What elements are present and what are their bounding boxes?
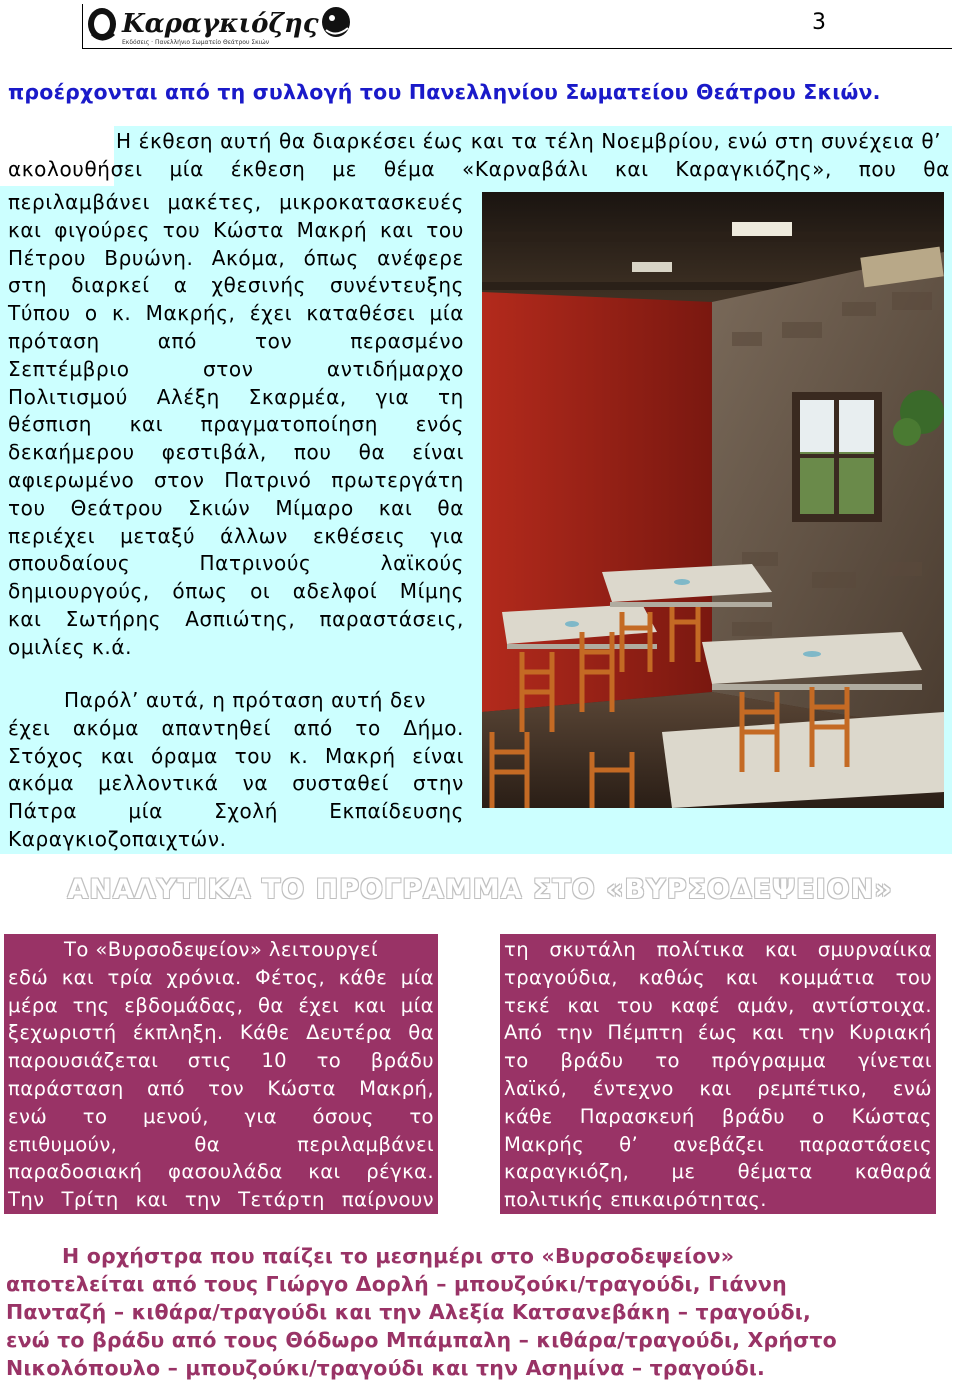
word: που — [858, 156, 897, 181]
word: καθώς — [638, 965, 705, 989]
word: Σχολή — [214, 799, 279, 824]
word: το — [409, 1104, 434, 1128]
word: γίνεται — [858, 1049, 932, 1073]
word: Κυριακή — [849, 1021, 932, 1045]
word: έχει — [298, 993, 340, 1017]
logo-title: Καραγκιόζης — [122, 9, 319, 39]
text-line: ενώ το βράδυ από τους Θόδωρο Μπάμπαλη – κιθάρα/τραγούδι, Χρήστο — [6, 1328, 837, 1352]
word: ο — [84, 301, 98, 326]
word: βράδυ — [721, 1104, 786, 1128]
word: σκυτάλη — [549, 938, 637, 961]
word: Πέτρου — [8, 245, 86, 270]
word: και — [725, 965, 759, 989]
word: είναι — [412, 743, 464, 768]
word: και — [751, 1021, 785, 1045]
word: χρόνια. — [166, 965, 242, 989]
text-line — [8, 411, 464, 439]
word: φεστιβάλ, — [161, 440, 267, 465]
word: στην — [412, 771, 464, 796]
page-number: 3 — [812, 10, 826, 35]
word: ακόμα — [72, 715, 139, 740]
word: αφιερωμένο — [8, 467, 135, 492]
text-line: Η έκθεση αυτή θα διαρκέσει έως και τα τέλη Νοεμβρίου, ενώ στη συνέχεια θ’ — [116, 129, 942, 153]
word: Δήμο. — [403, 715, 464, 740]
word: από — [157, 328, 197, 353]
word: ενώ — [892, 1076, 932, 1100]
word: έως — [697, 1021, 738, 1045]
text-line: Νικολόπουλο – μπουζούκι/τραγούδι και την Ασημίνα – τραγούδι. — [6, 1356, 766, 1380]
word: το — [504, 1049, 529, 1073]
word: Πατρινούς — [199, 551, 312, 576]
program-box-right — [500, 934, 936, 1214]
word: Μακρή, — [359, 1076, 434, 1100]
word: όπως — [303, 245, 359, 270]
word: από — [146, 1076, 185, 1100]
word: με — [671, 1160, 696, 1184]
text-line — [8, 578, 464, 606]
word: του — [895, 965, 932, 989]
word: κ. — [288, 743, 309, 768]
word: Σωτήρης — [65, 606, 162, 631]
logo-subtitle: Εκδόσεις · Πανελλήνιο Σωματείο Θεάτρου Σκιών — [122, 39, 270, 46]
word: στις — [187, 1049, 232, 1073]
word: όραμα — [150, 743, 218, 768]
word: λαϊκούς — [380, 551, 464, 576]
word: τον — [254, 328, 293, 353]
article-column — [8, 189, 464, 662]
word: του — [8, 495, 46, 520]
text-line — [8, 992, 434, 1020]
word: ενώ — [8, 1104, 48, 1128]
word: για — [375, 384, 410, 409]
word: τη — [504, 938, 530, 961]
text-line: πολιτικής επικαιρότητας. — [504, 1188, 767, 1212]
word: Βρυώνη. — [104, 245, 194, 270]
word: Κώστα — [213, 217, 284, 242]
word: ξεχωριστή — [8, 1021, 117, 1045]
word: καραγκιόζη, — [504, 1160, 630, 1184]
word: παράσταση — [8, 1076, 124, 1100]
word: και — [135, 1188, 168, 1212]
word: διαρκεί — [71, 273, 150, 298]
word: συνέντευξης — [329, 273, 464, 298]
word: και — [567, 993, 600, 1017]
text-line — [504, 992, 932, 1020]
text-line — [8, 217, 464, 245]
word: την — [556, 1021, 594, 1045]
word: τον — [208, 1076, 245, 1100]
word: κάθε — [504, 1104, 553, 1128]
word: τεκέ — [504, 993, 551, 1017]
text-line — [504, 1103, 932, 1131]
word: Πέμπτη — [607, 1021, 684, 1045]
article-intro — [8, 128, 950, 184]
text-line — [8, 1131, 434, 1159]
header-rule — [82, 48, 952, 49]
word: και — [61, 965, 94, 989]
word: ρέγκα. — [366, 1160, 434, 1184]
word: Κάθε — [239, 1021, 290, 1045]
word: και — [129, 412, 164, 437]
word: βράδυ — [370, 1049, 434, 1073]
word: παραδοσιακή — [8, 1160, 143, 1184]
word: της — [72, 993, 110, 1017]
word: στον — [202, 356, 254, 381]
word: Αλέξη — [156, 384, 220, 409]
word: και — [353, 993, 387, 1017]
text-line — [504, 1047, 932, 1075]
word: στη — [8, 273, 48, 298]
taverna-photo — [482, 192, 944, 808]
word: παραστάσεις — [799, 1132, 932, 1156]
word: μεταξύ — [120, 523, 196, 548]
word: περιλαμβάνει — [297, 1132, 434, 1156]
word: το — [316, 1049, 342, 1073]
text-line: Παρόλ’ αυτά, η πρόταση αυτή δεν — [64, 688, 426, 712]
text-line — [8, 189, 464, 217]
word: παραστάσεις, — [319, 606, 464, 631]
word: δεκαήμερου — [8, 440, 135, 465]
word: που — [293, 440, 332, 465]
word: πρωτεργάτη — [331, 467, 464, 492]
word: βράδυ — [560, 1049, 624, 1073]
word: του — [162, 217, 201, 242]
word: περασμένο — [350, 328, 464, 353]
program-box-left — [4, 934, 438, 1214]
word: εδώ — [8, 965, 49, 989]
word: και — [8, 217, 42, 242]
text-line: Η ορχήστρα που παίζει το μεσημέρι στο «Βυρσοδεψείον» — [62, 1244, 735, 1268]
word: απαντηθεί — [161, 715, 272, 740]
word: όσους — [312, 1104, 374, 1128]
word: θα — [437, 495, 464, 520]
word: α — [173, 273, 188, 298]
word: τη — [438, 384, 464, 409]
word: πολίτικα — [656, 938, 745, 961]
lead-line: προέρχονται από τη συλλογή του Πανελληνίου Σωματείου Θεάτρου Σκιών. — [8, 80, 881, 104]
word: μία — [429, 301, 464, 326]
text-line — [504, 1131, 932, 1159]
word: Τύπου — [8, 301, 71, 326]
word: του — [616, 993, 654, 1017]
word: Ακόμα, — [211, 245, 286, 270]
text-line — [504, 1158, 932, 1186]
word: επιθυμούν, — [8, 1132, 118, 1156]
text-line — [504, 936, 932, 964]
word: για — [244, 1104, 277, 1128]
text-line — [8, 1075, 434, 1103]
word: Μίμης — [399, 579, 464, 604]
word: παρουσιάζεται — [8, 1049, 159, 1073]
text-line — [8, 770, 464, 798]
word: έντεχνο — [592, 1076, 674, 1100]
text-line: Καραγκιοζοπαιχτών. — [8, 826, 227, 851]
text-line — [8, 439, 464, 467]
word: Την — [8, 1188, 45, 1212]
word: δημιουργούς, — [8, 579, 150, 604]
word: εκθέσεις — [312, 523, 406, 548]
word: Μίμαρο — [275, 495, 354, 520]
word: ανέφερε — [377, 245, 464, 270]
word: σπουδαίους — [8, 551, 131, 576]
orchestra-paragraph — [6, 1242, 956, 1382]
word: 10 — [261, 1049, 288, 1073]
word: θέμα — [383, 156, 436, 181]
word: αντίστοιχα. — [812, 993, 932, 1017]
word: κάθε — [338, 965, 388, 989]
text-line: Πανταζή – κιθάρα/τραγούδι και την Αλεξία Κατσανεβάκη – τραγούδι, — [6, 1300, 811, 1324]
word: Σκιών — [188, 495, 251, 520]
word: μέρα — [8, 993, 59, 1017]
word: τραγούδια, — [504, 965, 618, 989]
word: πρόταση — [8, 328, 100, 353]
word: περιέχει — [8, 523, 96, 548]
text-line — [504, 1075, 932, 1103]
text-line — [8, 467, 464, 495]
word: αμάν, — [737, 993, 795, 1017]
word: το — [655, 1049, 680, 1073]
word: φιγούρες — [54, 217, 150, 242]
word: άλλων — [220, 523, 288, 548]
word: κομμάτια — [778, 965, 875, 989]
word: στον — [154, 467, 205, 492]
text-line — [8, 798, 464, 826]
word: περιλαμβάνει — [8, 190, 150, 214]
word: μία — [400, 993, 434, 1017]
text-line: Το «Βυρσοδεψείον» λειτουργεί — [64, 938, 379, 961]
word: έχει — [8, 715, 51, 740]
word: το — [82, 1104, 108, 1128]
word: ακόμα — [8, 771, 75, 796]
word: την — [184, 1188, 222, 1212]
word: ακολουθήσει — [8, 156, 143, 181]
word: έκπληξη. — [132, 1021, 224, 1045]
word: θα — [358, 440, 386, 465]
word: «Καρναβάλι — [462, 156, 589, 181]
word: και — [8, 606, 42, 631]
word: οι — [250, 579, 271, 604]
word: Μακρής — [504, 1132, 585, 1156]
word: εβδομάδας, — [124, 993, 244, 1017]
word: ο — [812, 1104, 825, 1128]
text-line — [8, 245, 464, 273]
word: αδελφοί — [292, 579, 378, 604]
text-line — [8, 156, 950, 184]
word: την — [798, 1021, 835, 1045]
word: να — [242, 771, 269, 796]
text-line — [8, 272, 464, 300]
word: μακέτες, — [167, 190, 262, 214]
word: Από — [504, 1021, 543, 1045]
article-column-second — [8, 687, 464, 854]
word: καταθέσει — [306, 301, 416, 326]
word: σμυρναίικα — [817, 938, 932, 961]
word: αντιδήμαρχο — [326, 356, 464, 381]
text-line — [8, 495, 464, 523]
text-line — [8, 715, 464, 743]
word: Στόχος — [8, 743, 85, 768]
word: και — [379, 217, 414, 242]
word: μελλοντικά — [98, 771, 219, 796]
word: Πάτρα — [8, 799, 78, 824]
word: μικροκατασκευές — [279, 190, 464, 214]
text-line — [8, 1103, 434, 1131]
text-line: αποτελείται από τους Γιώργο Δορλή – μπουζούκι/τραγούδι, Γιάννη — [6, 1272, 787, 1296]
word: και — [100, 743, 135, 768]
word: πραγματοποίηση — [200, 412, 379, 437]
word: μία — [128, 799, 163, 824]
word: λαϊκό, — [504, 1076, 568, 1100]
word: Μακρής, — [145, 301, 236, 326]
word: Φέτος, — [255, 965, 326, 989]
word: παίρνουν — [341, 1188, 434, 1212]
text-line — [8, 606, 464, 634]
word: και — [765, 938, 798, 961]
section-heading: ΑΝΑΛΥΤΙΚΑ ΤΟ ΠΡΟΓΡΑΜΜΑ ΣΤΟ «ΒΥΡΣΟΔΕΨΕΙΟΝ» — [67, 874, 893, 905]
word: θέματα — [737, 1160, 813, 1184]
word: Τρίτη — [61, 1188, 119, 1212]
word: θα — [258, 993, 284, 1017]
word: θέσπιση — [8, 412, 93, 437]
text-line — [8, 384, 464, 412]
word: και — [615, 156, 649, 181]
word: τρία — [107, 965, 153, 989]
word: και — [699, 1076, 732, 1100]
word: Παρασκευή — [579, 1104, 695, 1128]
word: ενός — [415, 412, 464, 437]
word: χθεσινής — [211, 273, 306, 298]
word: έκθεση — [230, 156, 306, 181]
word: Σκαρμέα, — [248, 384, 347, 409]
word: για — [430, 523, 464, 548]
word: Δευτέρα — [306, 1021, 392, 1045]
text-line: ομιλίες κ.ά. — [8, 634, 133, 659]
word: Πατρινό — [224, 467, 312, 492]
word: από — [293, 715, 333, 740]
word: Σεπτέμβριο — [8, 356, 130, 381]
word: θα — [194, 1132, 221, 1156]
text-line — [504, 964, 932, 992]
word: ανεβάζει — [673, 1132, 765, 1156]
text-line — [504, 1019, 932, 1047]
word: έχει — [249, 301, 293, 326]
word: Κώστα — [267, 1076, 336, 1100]
word: Πολιτισμού — [8, 384, 128, 409]
word: φασουλάδα — [168, 1160, 283, 1184]
word: του — [426, 217, 464, 242]
word: συσταθεί — [292, 771, 389, 796]
karagiozis-logo — [82, 4, 354, 46]
word: καφέ — [670, 993, 721, 1017]
word: του — [234, 743, 273, 768]
text-line — [8, 550, 464, 578]
word: και — [308, 1160, 341, 1184]
word: θα — [408, 1021, 434, 1045]
word: πρόγραμμα — [711, 1049, 827, 1073]
word: όπως — [172, 579, 228, 604]
word: ρεμπέτικο, — [757, 1076, 868, 1100]
word: Μακρή — [296, 217, 368, 242]
text-line — [8, 743, 464, 771]
word: Μακρή — [325, 743, 396, 768]
text-line — [8, 964, 434, 992]
word: το — [355, 715, 381, 740]
word: Εκπαίδευσης — [329, 799, 464, 824]
word: και — [378, 495, 413, 520]
word: μία — [169, 156, 204, 181]
word: Τετάρτη — [238, 1188, 325, 1212]
word: καθαρά — [854, 1160, 932, 1184]
word: Καραγκιόζης», — [675, 156, 832, 181]
word: Ασπιώτης, — [185, 606, 296, 631]
word: θ’ — [619, 1132, 639, 1156]
word: Κώστας — [851, 1104, 932, 1128]
word: κ. — [111, 301, 132, 326]
text-line — [8, 356, 464, 384]
word: με — [332, 156, 357, 181]
text-line — [8, 1186, 434, 1214]
text-line — [8, 1019, 434, 1047]
word: μία — [400, 965, 434, 989]
word: μενού, — [142, 1104, 209, 1128]
word: Θεάτρου — [70, 495, 164, 520]
text-line — [8, 300, 464, 328]
text-line — [8, 1047, 434, 1075]
word: είναι — [412, 440, 464, 465]
text-line — [8, 328, 464, 356]
word: θα — [923, 156, 950, 181]
text-line — [8, 523, 464, 551]
text-line — [8, 1158, 434, 1186]
